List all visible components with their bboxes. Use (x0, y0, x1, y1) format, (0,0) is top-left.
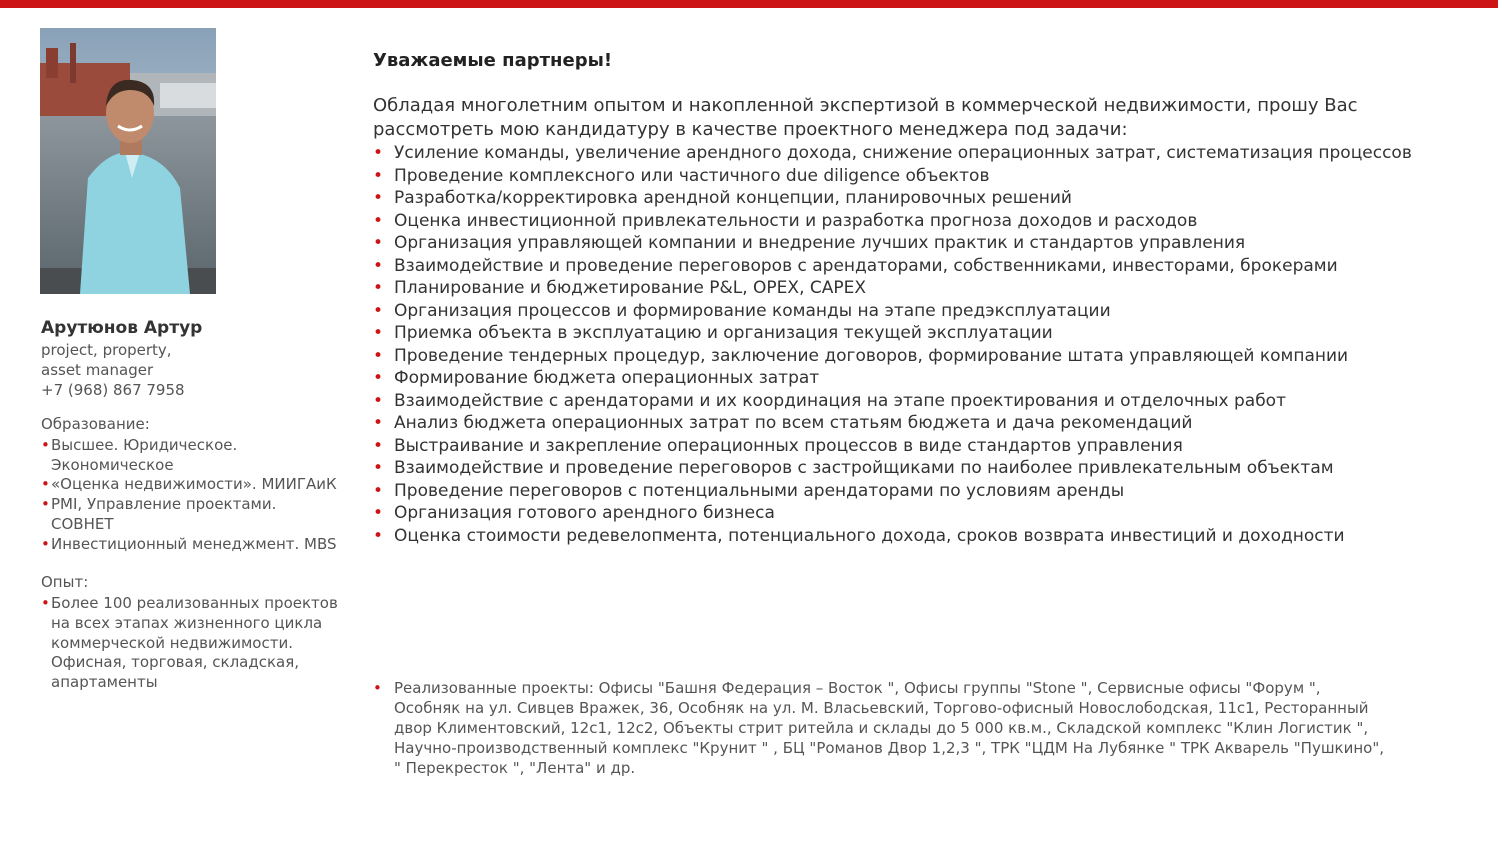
intro-paragraph: Обладая многолетним опытом и накопленной экспертизой в коммерческой недвижимости, прошу Вас рассмотреть мою кандидатуру в качестве проектного менеджера под задачи: (373, 95, 1358, 140)
letter-body (373, 48, 1483, 547)
task-item: • Взаимодействие и проведение переговоров с арендаторами, собственниками, инвесторами, брокерами (373, 255, 1483, 278)
profile-column (41, 316, 341, 693)
top-accent-bar (0, 0, 1498, 8)
education-item: • Инвестиционный менеджмент. MBS (41, 535, 341, 555)
task-item: • Оценка инвестиционной привлекательности и разработка прогноза доходов и расходов (373, 210, 1483, 233)
education-item: • «Оценка недвижимости». МИИГАиК (41, 475, 341, 495)
task-item: • Выстраивание и закрепление операционных процессов в виде стандартов управления (373, 435, 1483, 458)
task-item: • Организация управляющей компании и внедрение лучших практик и стандартов управления (373, 232, 1483, 255)
task-item: • Организация готового арендного бизнеса (373, 502, 1483, 525)
greeting: Уважаемые партнеры! (373, 50, 613, 71)
role-line: asset manager (41, 361, 154, 379)
task-item: • Проведение комплексного или частичного due diligence объектов (373, 165, 1483, 188)
profile-photo (40, 28, 216, 294)
task-list-investment (373, 457, 1483, 547)
task-item: • Оценка стоимости редевелопмента, потенциального дохода, сроков возврата инвестиций и доходности (373, 525, 1483, 548)
task-item: • Формирование бюджета операционных затрат (373, 367, 1483, 390)
realized-projects: • Реализованные проекты: Офисы "Башня Федерация – Восток ", Офисы группы "Stone ", Сервисные офисы "Форум ", Особняк на ул. Сивцев Вражек, 36, Особняк на ул. М. Власьевский, Торгово-офисный Новослободская, 11с1, Ресторанный двор Климентовский, 12с1, 12с2, Объекты стрит ритейла и склады до 5 000 кв.м., Складской комплекс "Клин Логистик ", Научно-производственный комплекс "Крунит " , БЦ "Романов Двор 1,2,3 ", ТРК "ЦДМ На Лубянке " ТРК Акварель "Пушкино", " Перекресток ", "Лента" и др. (373, 678, 1384, 778)
phone-number: +7 (968) 867 7958 (41, 381, 185, 399)
role-line: project, property, (41, 341, 172, 359)
experience-list (41, 594, 341, 693)
task-item: • Проведение тендерных процедур, заключение договоров, формирование штата управляющей компании (373, 345, 1483, 368)
education-list (41, 436, 341, 554)
task-list-management (373, 142, 1483, 300)
task-item: • Разработка/корректировка арендной концепции, планировочных решений (373, 187, 1483, 210)
task-item: • Усиление команды, увеличение арендного дохода, снижение операционных затрат, систематизация процессов (373, 142, 1483, 165)
education-item: • Высшее. Юридическое. Экономическое (41, 436, 341, 475)
experience-item: • Более 100 реализованных проектов на всех этапах жизненного цикла коммерческой недвижимости. Офисная, торговая, складская, апартаменты (41, 594, 341, 693)
task-item: • Организация процессов и формирование команды на этапе предэксплуатации (373, 300, 1483, 323)
experience-title: Опыт: (41, 573, 89, 592)
education-title: Образование: (41, 415, 150, 433)
person-name: Арутюнов Артур (41, 318, 203, 338)
task-item: • Взаимодействие и проведение переговоров с застройщиками по наиболее привлекательным объектам (373, 457, 1483, 480)
task-item: • Приемка объекта в эксплуатацию и организация текущей эксплуатации (373, 322, 1483, 345)
education-item: • PMI, Управление проектами. СОВНЕТ (41, 495, 341, 534)
task-item: • Планирование и бюджетирование P&L, OPEX, CAPEX (373, 277, 1483, 300)
task-item: • Взаимодействие с арендаторами и их координация на этапе проектирования и отделочных работ (373, 390, 1483, 413)
task-item: • Проведение переговоров с потенциальными арендаторами по условиям аренды (373, 480, 1483, 503)
task-item: • Анализ бюджета операционных затрат по всем статьям бюджета и дача рекомендаций (373, 412, 1483, 435)
task-list-operations (373, 300, 1483, 458)
